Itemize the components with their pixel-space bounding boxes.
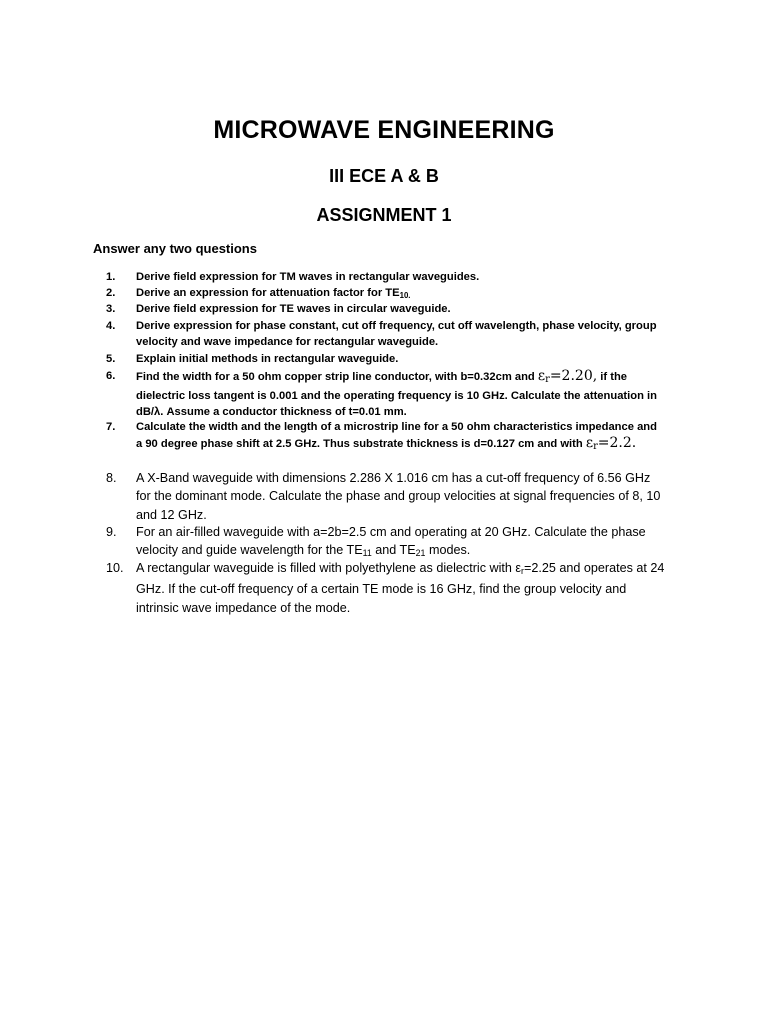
question-text: Derive field expression for TM waves in rectangular waveguides. <box>136 271 480 283</box>
question-number: 4. <box>106 320 116 332</box>
question-number: 8. <box>106 471 117 485</box>
question-text: For an air-filled waveguide with a=2b=2.5 cm and operating at 20 GHz. Calculate the phase velocity and guide wavelength for the $TE_{11}$ and $TE_{21}$ modes. <box>136 525 646 559</box>
question-text: A X-Band waveguide with dimensions 2.286 X 1.016 cm has a cut-off frequency of 6.56 GHz for the dominant mode. Calculate the phase and group velocities at signal frequencies of 8, 10 and 12 GHz. <box>136 471 661 522</box>
question-number: 6. <box>106 370 116 382</box>
question-number: 3. <box>106 303 116 315</box>
page-title: MICROWAVE ENGINEERING <box>213 116 555 144</box>
instruction-text: Answer any two questions <box>93 241 257 256</box>
question-text: A rectangular waveguide is filled with polyethylene as dielectric with $\varepsilon_r=2.25$ and operates at 24 GHz. If the cut-off frequency of a certain TE mode is 16 GHz, find the group velocity and intrinsic wave impedance of the mode. <box>136 561 665 615</box>
question-number: 5. <box>106 353 116 365</box>
question-number: 2. <box>106 287 116 299</box>
question-text: Calculate the width and the length of a microstrip line for a 50 ohm characteristics impedance and a 90 degree phase shift at 2.5 GHz. Thus substrate thickness is d=0.127 cm and with $\varepsilon_r=2.2$. <box>136 421 657 452</box>
assignment-heading: ASSIGNMENT 1 <box>316 205 452 225</box>
question-text: Find the width for a 50 ohm copper strip line conductor, with b=0.32cm and $\varepsilon_r=2.20$, if the dielectric loss tangent is 0.001 and the operating frequency is 10 GHz. Calculate the attenuation in dB/λ. Assume a conductor thickness of t=0.01 mm. <box>136 368 657 418</box>
question-number: 9. <box>106 525 117 539</box>
question-number: 1. <box>106 271 116 283</box>
question-number: 10. <box>106 561 124 575</box>
class-subtitle: III ECE A & B <box>329 166 439 186</box>
question-text: Derive an expression for attenuation factor for $TE_{10.}$ <box>136 287 411 300</box>
question-text: Explain initial methods in rectangular waveguide. <box>136 353 399 365</box>
question-text: Derive field expression for TE waves in circular waveguide. <box>136 303 451 315</box>
question-number: 7. <box>106 421 116 433</box>
question-text: Derive expression for phase constant, cut off frequency, cut off wavelength, phase velocity, group velocity and wave impedance for rectangular waveguide. <box>136 320 657 348</box>
